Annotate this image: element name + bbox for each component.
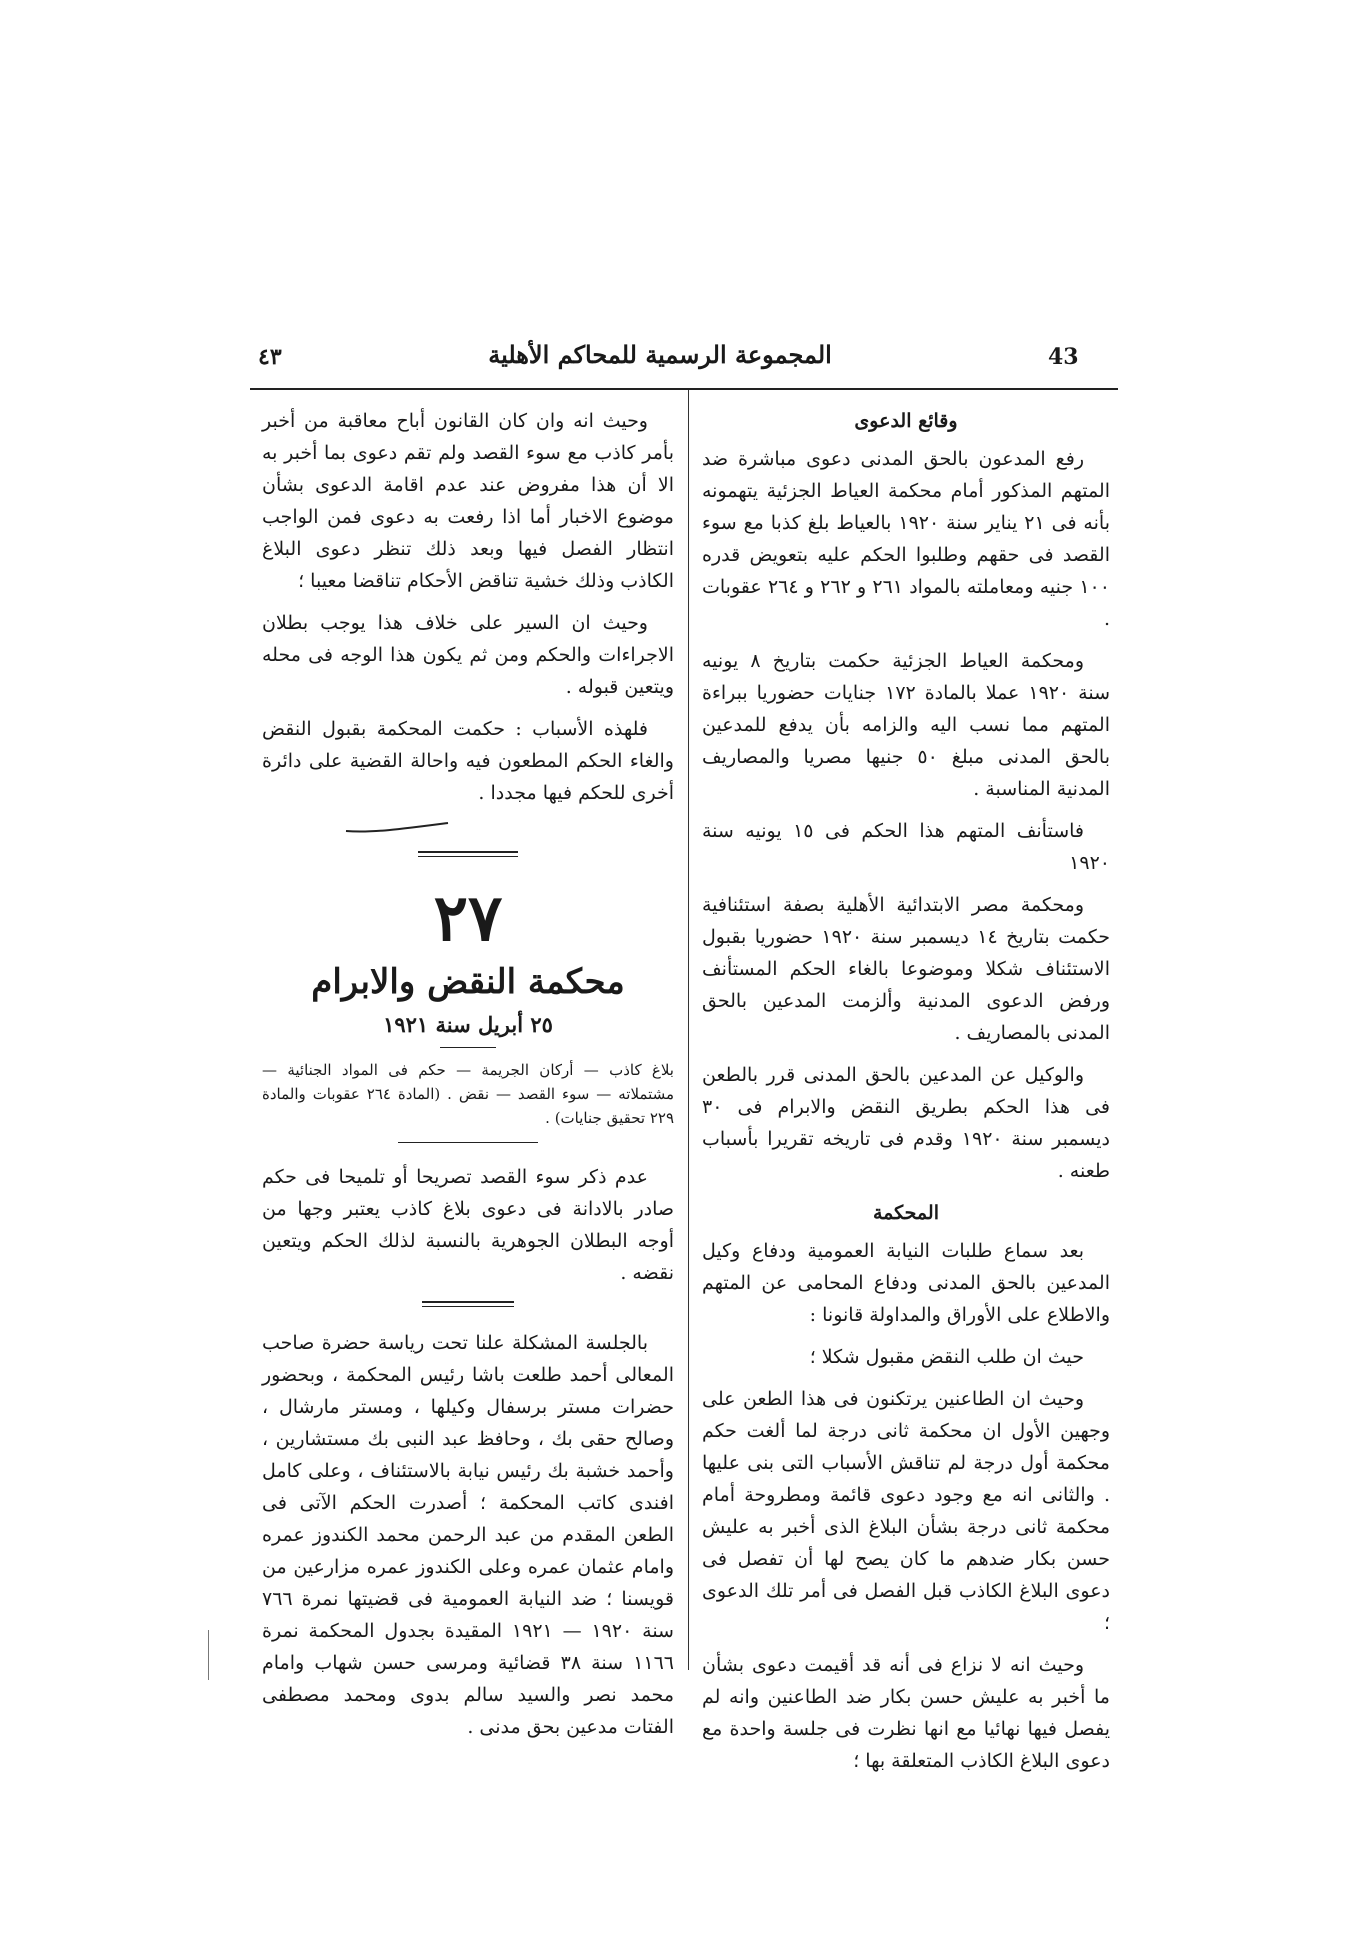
margin-mark [208, 1630, 209, 1680]
divider [422, 1301, 514, 1307]
paragraph: وحيث انه لا نزاع فى أنه قد أقيمت دعوى بشأن ما أخبر به عليش حسن بكار ضد الطاعنين وانه لم يفصل فيها نهائيا مع انها نظرت فى جلسة واحدة مع دعوى البلاغ الكاذب المتعلقة بها ؛ [702, 1654, 1110, 1772]
case-number: ٢٧ [433, 881, 503, 956]
end-flourish [342, 819, 452, 837]
paragraph: وحيث انه وان كان القانون أباح معاقبة من أخبر بأمر كاذب مع سوء القصد ولم تقم دعوى بما أخبر به الا أن هذا مفروض عند عدم اقامة الدعوى بشأن موضوع الاخبار أما اذا رفعت به دعوى فمن الواجب انتظار الفصل فيها وبعد ذلك تنظر دعوى البلاغ الكاذب وذلك خشية تناقض الأحكام تناقضا معيبا ؛ [262, 410, 674, 592]
paragraph: ومحكمة مصر الابتدائية الأهلية بصفة استئنافية حكمت بتاريخ ١٤ ديسمبر سنة ١٩٢٠ حضوريا بقبول الاستئناف شكلا وموضوعا بالغاء الحكم المستأنف ورفض الدعوى المدنية وألزمت المدعين بالحق المدنى بالمصاريف . [702, 894, 1111, 1044]
session-paragraph: بالجلسة المشكلة علنا تحت رياسة حضرة صاحب المعالى أحمد طلعت باشا رئيس المحكمة ، وبحضور حضرات مستر برسفال وكيلها ، ومستر مارشال ، وصالح حقى بك ، وحافظ عبد النبى بك مستشارين ، وأحمد خشبة بك رئيس نيابة بالاستئناف ، وعلى كامل افندى كاتب المحكمة ؛ أصدرت الحكم الآتى فى الطعن المقدم من عبد الرحمن محمد الكندوز عمره وامام عثمان عمره وعلى الكندوز عمره مزارعين من قويسنا ؛ ضد النيابة العمومية فى قضيتها نمرة ٧٦٦ سنة ١٩٢٠ — ١٩٢١ المقيدة بجدول المحكمة نمرة ١١٦٦ سنة ٣٨ قضائية ومرسى حسن شهاب وامام محمد نصر والسيد سالم بدوى ومحمد مصطفى الفتات مدعين بحق مدنى . [262, 1332, 675, 1738]
case-date: ٢٥ أبريل سنة ١٩٢١ [383, 1012, 553, 1037]
page-number-arabic: ٤٣ [258, 344, 282, 370]
paragraph: ومحكمة العياط الجزئية حكمت بتاريخ ٨ يونيه سنة ١٩٢٠ عملا بالمادة ١٧٢ جنايات حضوريا ببراءة المتهم مما نسب اليه والزامه بأن يدفع للمدعين بالحق المدنى مبلغ ٥٠ جنيها مصريا والمصاريف المدنية المناسبة . [702, 650, 1111, 800]
paragraph: وحيث ان الطاعنين يرتكنون فى هذا الطعن على وجهين الأول ان محكمة ثانى درجة لما ألغت حكم محكمة أول درجة لم تناقش الأسباب التى بنى عليها . والثانى انه مع وجود دعوى قائمة ومطروحة أمام محكمة ثانى درجة بشأن البلاغ الذى أخبر به عليش حسن بكار ضدهم ما كان يصح لها أن تفصل فى دعوى البلاغ الكاذب قبل الفصل فى أمر تلك الدعوى ؛ [702, 1388, 1110, 1634]
case-keywords: بلاغ كاذب — أركان الجريمة — حكم فى المواد الجنائية — مشتملاته — سوء القصد — نقض . (المادة ٢٦٤ عقوبات والمادة ٢٢٩ تحقيق جنايات) . [262, 1061, 675, 1127]
column-divider [688, 390, 689, 1670]
paragraph: بعد سماع طلبات النيابة العمومية ودفاع وكيل المدعين بالحق المدنى ودفاع المحامى عن المتهم والاطلاع على الأوراق والمداولة قانونا : [702, 1240, 1110, 1326]
headnote: عدم ذكر سوء القصد تصريحا أو تلميحا فى حكم صادر بالادانة فى دعوى بلاغ كاذب يعتبر وجها من أوجه البطلان الجوهرية بالنسبة لذلك الحكم ويتعين نقضه . [262, 1166, 674, 1284]
page-number-latin: 43 [1048, 344, 1079, 370]
paragraph: والوكيل عن المدعين بالحق المدنى قرر بالطعن فى هذا الحكم بطريق النقض والابرام فى ٣٠ ديسمبر سنة ١٩٢٠ وقدم فى تاريخه تقريرا بأسباب طعنه . [702, 1064, 1110, 1182]
paragraph: فلهذه الأسباب : حكمت المحكمة بقبول النقض والغاء الحكم المطعون فيه واحالة القضية على دائرة أخرى للحكم فيها مجددا . [262, 718, 674, 804]
facts-heading: وقائع الدعوى [854, 410, 958, 432]
paragraph: وحيث ان السير على خلاف هذا يوجب بطلان الاجراءات والحكم ومن ثم يكون هذا الوجه فى محله ويتعين قبوله . [262, 612, 674, 698]
paragraph: فاستأنف المتهم هذا الحكم فى ١٥ يونيه سنة ١٩٢٠ [702, 820, 1110, 874]
paragraph: رفع المدعون بالحق المدنى دعوى مباشرة ضد المتهم المذكور أمام محكمة العياط الجزئية يتهمونه بأنه فى ٢١ يناير سنة ١٩٢٠ بالعياط بلغ كذبا مع سوء القصد فى حقهم وطلبوا الحكم عليه بتعويض قدره ١٠٠ جنيه ومعاملته بالمواد ٢٦١ و ٢٦٢ و ٢٦٤ عقوبات . [702, 448, 1110, 630]
header-rule [250, 388, 1118, 390]
paragraph: حيث ان طلب النقض مقبول شكلا ؛ [809, 1346, 1084, 1368]
running-title: المجموعة الرسمية للمحاكم الأهلية [488, 340, 832, 369]
section-separator [418, 851, 518, 857]
court-heading: المحكمة [873, 1202, 939, 1224]
right-column [702, 405, 1110, 1787]
left-column [262, 405, 674, 1753]
divider [440, 1047, 496, 1048]
divider [398, 1142, 538, 1143]
court-name: محكمة النقض والابرام [311, 962, 625, 1002]
